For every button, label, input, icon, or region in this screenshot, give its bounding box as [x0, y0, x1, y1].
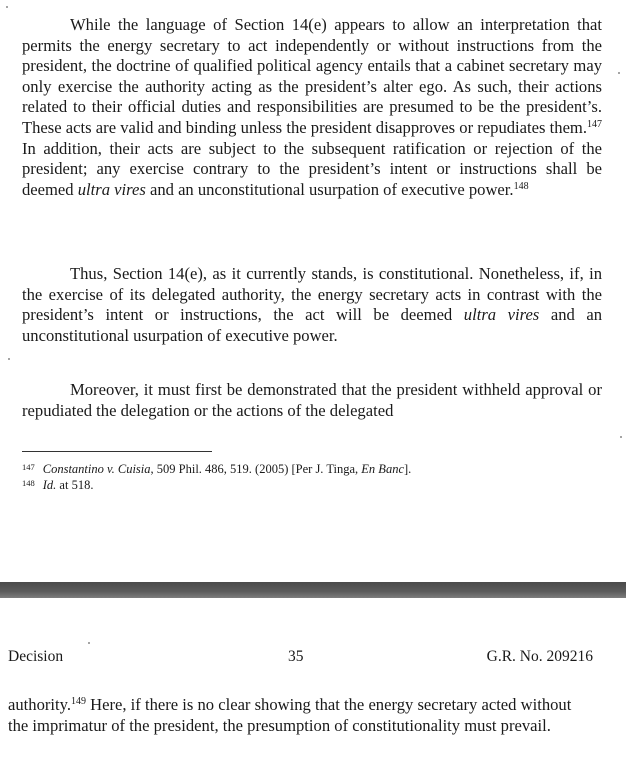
text-run: and an unconstitutional usurpation of executive power. [145, 179, 514, 199]
scan-speck [88, 642, 90, 644]
footnote-number: 148 [22, 478, 35, 488]
text-run: Thus, Section 14(e), as it currently stands, is constitutional. Nonetheless, if, in the exercise of its delegated authority, the energy secretary acts in contrast with the president’s intent or instructions, the act will be deemed [22, 264, 602, 325]
footnote-148 [22, 476, 602, 493]
text-run: In addition, their acts are subject to the subsequent ratification or rejection of the president; any exercise contrary to the president’s intent or instructions shall be deemed [22, 138, 602, 199]
text-run: authority. [8, 695, 71, 714]
case-name: Id. [42, 478, 57, 492]
text-run: and an unconstitutional usurpation of executive power. [22, 305, 603, 345]
paragraph-constitutionality [22, 264, 602, 346]
paragraph-qualified-political-agency [22, 15, 602, 200]
italic-term: ultra vires [463, 305, 540, 325]
footnote-ref-148[interactable]: 148 [513, 180, 529, 192]
footnote-ref-149[interactable]: 149 [70, 696, 86, 707]
header-case-number: G.R. No. 209216 [486, 648, 593, 665]
citation: , 509 Phil. 486, 519. (2005) [Per J. Tinga, [150, 462, 362, 476]
footnote-number: 147 [22, 462, 35, 472]
page-number: 35 [288, 648, 304, 665]
running-header [8, 648, 593, 666]
citation-end: ]. [404, 462, 412, 476]
footnote-ref-147[interactable]: 147 [587, 118, 602, 130]
footnote-147 [22, 460, 602, 477]
text-run: Here, if there is no clear showing that the energy secretary acted without the imprimatur of the president, the presumption of constitutionality must prevail. [8, 695, 572, 735]
scan-speck [8, 358, 10, 360]
citation: at 518. [56, 478, 94, 492]
footnote-divider [22, 451, 212, 452]
bench: En Banc [361, 462, 404, 476]
scan-speck [620, 436, 622, 438]
paragraph-continued [8, 695, 593, 736]
header-document-type: Decision [8, 648, 64, 665]
text-run: While the language of Section 14(e) appears to allow an interpretation that permits the energy secretary to act independently or without instructions from the president, the doctrine of qualified political agency entails that a cabinet secretary may only exercise the authority acting as the president’s alter ego. As such, their actions related to their official duties and responsibilities are presumed to be the president’s. These acts are valid and binding unless the president disapproves or repudiates them. [22, 15, 602, 137]
paragraph-moreover [22, 380, 602, 421]
text-run: Moreover, it must first be demonstrated that the president withheld approval or repudiated the delegation or the actions of the delegated [22, 380, 602, 420]
scan-speck [618, 72, 620, 74]
case-name: Constantino v. Cuisia [42, 462, 151, 476]
italic-term: ultra vires [77, 179, 146, 199]
page-separator [0, 582, 626, 598]
scan-speck [6, 6, 8, 8]
